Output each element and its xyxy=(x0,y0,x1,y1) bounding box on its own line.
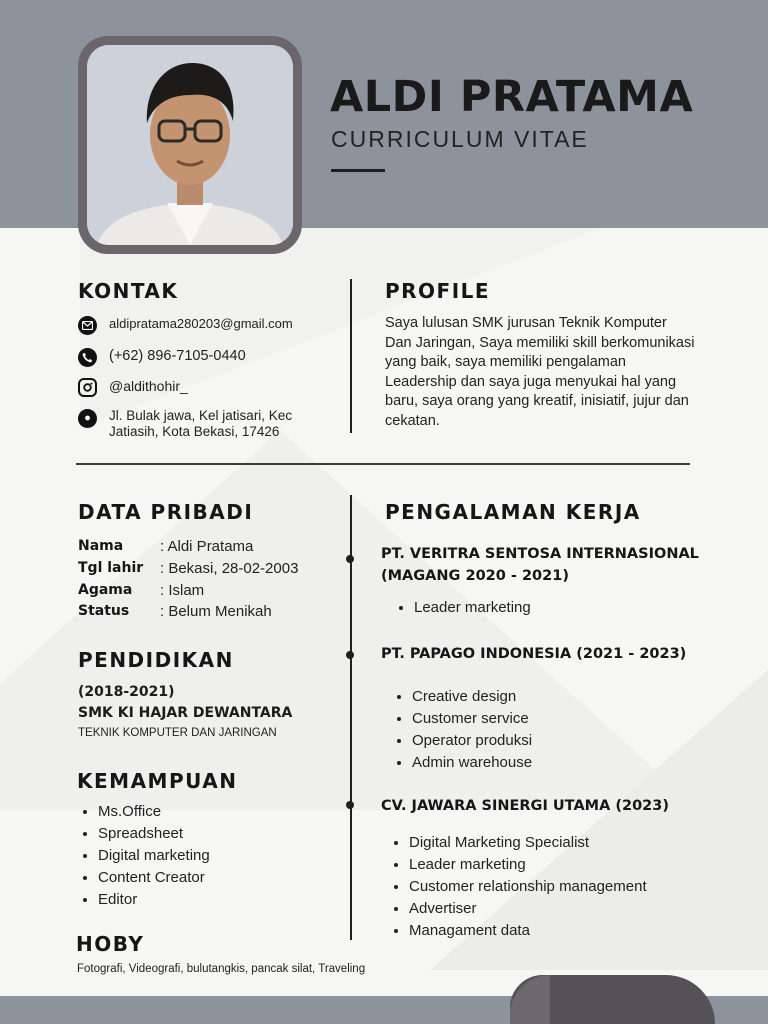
hobby-heading: HOBY xyxy=(76,932,145,956)
contact-phone[interactable]: (+62) 896-7105-0440 xyxy=(109,348,246,364)
skills-list xyxy=(78,801,210,911)
skill-item: • Digital marketing xyxy=(98,845,210,867)
title-underline xyxy=(331,169,385,172)
job-title xyxy=(381,643,686,665)
job-title-line: PT. VERITRA SENTOSA INTERNASIONAL xyxy=(381,546,699,562)
job-duty: • Managament data xyxy=(409,920,647,942)
contact-address xyxy=(109,408,292,440)
contact-heading: KONTAK xyxy=(78,279,179,303)
person-name: ALDI PRATAMA xyxy=(330,72,694,122)
job-duty: • Creative design xyxy=(412,686,532,708)
address-line-2: Jatiasih, Kota Bekasi, 17426 xyxy=(109,424,280,439)
job-title-line: CV. JAWARA SINERGI UTAMA (2023) xyxy=(381,798,669,814)
email-icon xyxy=(78,316,97,335)
job-duty: • Admin warehouse xyxy=(412,752,532,774)
location-pin-icon xyxy=(78,409,97,428)
job-duty: • Leader marketing xyxy=(414,597,531,619)
job-title-line: PT. PAPAGO INDONESIA (2021 - 2023) xyxy=(381,646,687,662)
job-duties xyxy=(391,832,647,942)
timeline-dot xyxy=(346,651,354,659)
document-subtitle: CURRICULUM VITAE xyxy=(331,126,589,152)
phone-icon xyxy=(78,348,97,367)
education-years: (2018-2021) xyxy=(78,684,175,700)
skills-heading: KEMAMPUAN xyxy=(77,769,238,793)
personal-value: : Islam xyxy=(160,582,205,599)
contact-phone-row xyxy=(78,348,246,367)
profile-heading: PROFILE xyxy=(385,279,491,303)
section-divider xyxy=(76,463,690,465)
contact-address-row xyxy=(78,408,292,440)
skill-item: • Spreadsheet xyxy=(98,823,210,845)
job-title xyxy=(381,543,699,587)
personal-label: Nama xyxy=(78,538,124,554)
personal-label: Agama xyxy=(78,582,133,598)
skill-item: • Ms.Office xyxy=(98,801,210,823)
job-duties xyxy=(396,597,531,619)
job-duties xyxy=(394,686,532,774)
hobby-text: Fotografi, Videografi, bulutangkis, pancak silat, Traveling xyxy=(77,963,366,975)
timeline-dot xyxy=(346,555,354,563)
top-column-divider xyxy=(350,279,352,433)
job-duty: • Leader marketing xyxy=(409,854,647,876)
contact-email[interactable]: aldipratama280203@gmail.com xyxy=(109,316,293,331)
job-duty: • Advertiser xyxy=(409,898,647,920)
profile-summary: Saya lulusan SMK jurusan Teknik Komputer Dan Jaringan, Saya memiliki skill berkomunikasi yang baik, saya memiliki pengalaman Leadership dan saya juga menyukai hal yang baru, saya orang yang kreatif, inisiatif, jujur dan cekatan. xyxy=(385,315,695,429)
job-duty: • Operator produksi xyxy=(412,730,532,752)
skill-item: • Content Creator xyxy=(98,867,210,889)
profile-photo xyxy=(87,45,293,245)
job-duty: • Digital Marketing Specialist xyxy=(409,832,647,854)
contact-email-row xyxy=(78,316,293,335)
contact-instagram[interactable]: @aldithohir_ xyxy=(109,378,188,394)
personal-value: : Aldi Pratama xyxy=(160,538,254,555)
instagram-icon xyxy=(78,378,97,397)
personal-label: Status xyxy=(78,603,130,619)
personal-value: : Belum Menikah xyxy=(160,603,272,620)
contact-instagram-row xyxy=(78,378,188,397)
personal-data-heading: DATA PRIBADI xyxy=(78,500,254,524)
address-line-1: Jl. Bulak jawa, Kel jatisari, Kec xyxy=(109,408,293,423)
job-duty: • Customer service xyxy=(412,708,532,730)
education-major: TEKNIK KOMPUTER DAN JARINGAN xyxy=(78,727,277,739)
profile-photo-frame xyxy=(78,36,302,254)
personal-label: Tgl lahir xyxy=(78,560,144,576)
job-title xyxy=(381,795,669,817)
experience-heading: PENGALAMAN KERJA xyxy=(385,500,641,524)
education-heading: PENDIDIKAN xyxy=(78,648,234,672)
job-title-line: (MAGANG 2020 - 2021) xyxy=(381,568,569,584)
job-duty: • Customer relationship management xyxy=(409,876,647,898)
skill-item: • Editor xyxy=(98,889,210,911)
personal-value: : Bekasi, 28-02-2003 xyxy=(160,560,299,577)
footer-curl-decoration xyxy=(510,975,715,1024)
education-school: SMK KI HAJAR DEWANTARA xyxy=(78,705,293,721)
timeline-dot xyxy=(346,801,354,809)
